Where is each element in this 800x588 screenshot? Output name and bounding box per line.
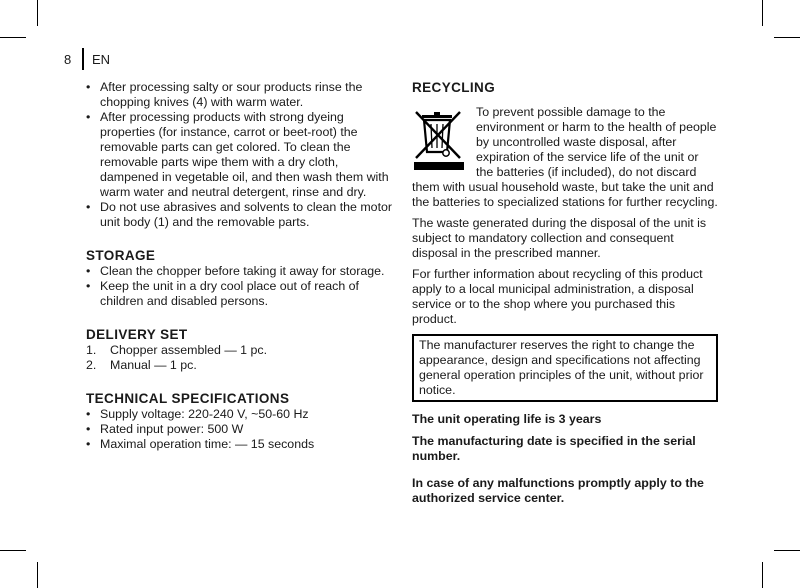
recycling-section (412, 105, 718, 327)
list-item: 1. Chopper assembled — 1 pc. (86, 343, 268, 357)
page-header (64, 48, 110, 70)
right-column (412, 80, 718, 506)
header-divider (82, 48, 84, 70)
list-item: • Maximal operation time: — 15 seconds (86, 437, 396, 452)
specs-section (86, 391, 396, 452)
delivery-section (86, 327, 396, 373)
crop-mark (37, 0, 38, 26)
list-item: • After processing salty or sour products rinse the chopping knives (4) with warm water. (86, 80, 396, 110)
page-number: 8 (64, 51, 72, 67)
crop-mark (774, 550, 800, 551)
operating-life-text: The unit operating life is 3 years (412, 412, 602, 426)
list-item: • Rated input power: 500 W (86, 422, 396, 437)
manufacturer-notice-box: The manufacturer reserves the right to change the appearance, design and specifications not affecting general operation principles of the unit, without prior notice. (412, 334, 718, 402)
recycling-heading: RECYCLING (412, 80, 496, 95)
list-item: • Clean the chopper before taking it away for storage. (86, 264, 396, 279)
crop-mark (774, 37, 800, 38)
crop-mark (37, 562, 38, 588)
list-item: 2. Manual — 1 pc. (86, 358, 197, 372)
list-item: • After processing products with strong dyeing properties (for instance, carrot or beet-root) the removable parts can get colored. To clean the removable parts wipe them with a dry cloth, dampened in vegetable oil, and then wash them with warm water and neutral detergent, rinse and dry. (86, 110, 396, 200)
specs-heading: TECHNICAL SPECIFICATIONS (86, 391, 290, 406)
recycling-paragraph: The waste generated during the disposal of the unit is subject to mandatory collection and consequent disposal in the prescribed manner. (412, 216, 707, 260)
list-item: • Do not use abrasives and solvents to clean the motor unit body (1) and the removable parts. (86, 200, 396, 230)
list-item: • Supply voltage: 220-240 V, ~50-60 Hz (86, 407, 396, 422)
care-list (86, 80, 396, 230)
delivery-list (86, 343, 396, 373)
crop-mark (762, 562, 763, 588)
list-item: • Keep the unit in a dry cool place out of reach of children and disabled persons. (86, 279, 396, 309)
storage-heading: STORAGE (86, 248, 156, 263)
crossed-out-wheelie-bin-icon (412, 108, 466, 172)
left-column (86, 80, 396, 452)
specs-list (86, 407, 396, 452)
language-label: EN (92, 51, 111, 67)
storage-list (86, 264, 396, 309)
manufacturing-date-text: The manufacturing date is specified in the serial number. (412, 434, 696, 463)
storage-section (86, 248, 396, 309)
delivery-heading: DELIVERY SET (86, 327, 188, 342)
service-center-text: In case of any malfunctions promptly apply to the authorized service center. (412, 476, 704, 505)
crop-mark (0, 37, 26, 38)
recycling-paragraph: To prevent possible damage to the environment or harm to the health of people by uncontrolled waste disposal, after expiration of the service life of the unit or the batteries (if included), do not discard them with usual household waste, but take the unit and the batteries to specialized stations for further recycling. (412, 105, 718, 209)
crop-mark (762, 0, 763, 26)
crop-mark (0, 550, 26, 551)
recycling-paragraph: For further information about recycling of this product apply to a local municipal administration, a disposal service or to the shop where you purchased this product. (412, 267, 703, 326)
